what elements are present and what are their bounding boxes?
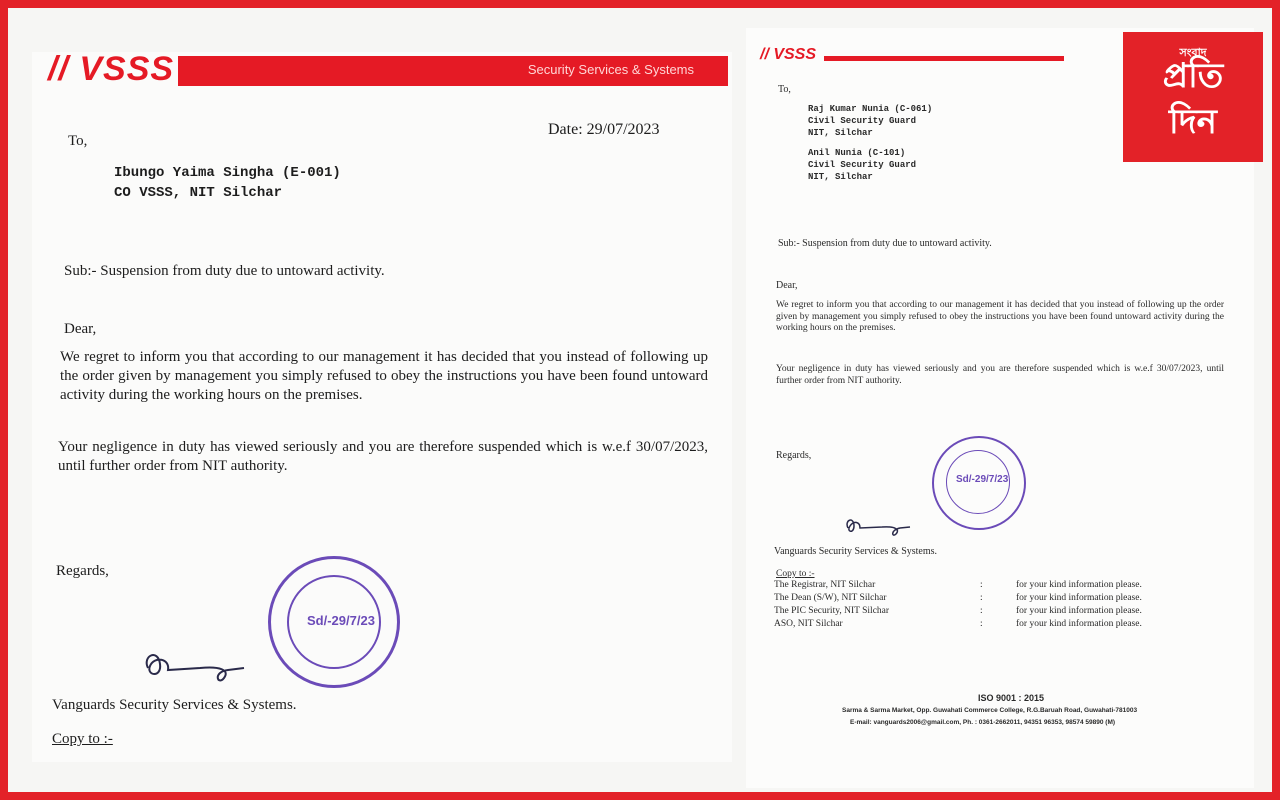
copy-note: for your kind information please. [1016,593,1142,603]
copy-recipient: ASO, NIT Silchar [774,619,843,629]
recipient-2-name: Anil Nunia (C-101) [808,148,906,158]
copy-recipient: The Registrar, NIT Silchar [774,580,876,590]
brand-line-2: দিন [1169,102,1217,142]
news-image-frame [8,8,1272,792]
regards-2: Regards, [776,450,812,461]
signature-2 [842,514,912,538]
recipient-1-name: Raj Kumar Nunia (C-061) [808,104,933,114]
copy-note: for your kind information please. [1016,606,1142,616]
company-name: Vanguards Security Services & Systems. [52,697,297,713]
body-paragraph-2-2: Your negligence in duty has viewed seriously and you are therefore suspended which is w.e.f 30/07/2023, until further order from NIT authority. [776,364,1224,386]
recipient-1-org: NIT, Silchar [808,128,873,138]
copy-row [774,606,1214,619]
copy-separator: : [980,580,983,590]
suspension-letter-main [32,52,732,762]
copy-row [774,580,1214,593]
letterhead-small [754,46,1134,64]
signature [140,646,250,686]
stamp-handwriting: Sd/-29/7/23 [307,613,375,628]
company-logo-small: // VSSS [760,46,817,63]
recipient-2-org: NIT, Silchar [808,172,873,182]
footer-contact: E-mail: vanguards2006@gmail.com, Ph. : 0361-2662011, 94351 96353, 98574 59890 (M) [850,719,1116,726]
official-stamp-2 [932,436,1026,530]
letter-date: Date: 29/07/2023 [548,121,660,138]
body-paragraph-2: Your negligence in duty has viewed seriously and you are therefore suspended which is w.e.f 30/07/2023, until further order from NIT authority. [58,439,708,474]
salutation-2: Dear, [776,280,798,291]
salutation: Dear, [64,321,97,337]
recipient-name: Ibungo Yaima Singha (E-001) [114,165,341,181]
official-stamp [268,556,400,688]
copy-to-label: Copy to :- [52,731,113,747]
letterhead-red-bar-small [824,56,1064,61]
copy-recipient: The Dean (S/W), NIT Silchar [774,593,887,603]
brand-small-text: সংবাদ [1179,46,1207,59]
company-name-2: Vanguards Security Services & Systems. [774,546,938,557]
company-logo: // VSSS [48,52,175,88]
copy-note: for your kind information please. [1016,580,1142,590]
subject-line: Sub:- Suspension from duty due to untoward activity. [64,263,385,279]
copy-recipient: The PIC Security, NIT Silchar [774,606,890,616]
body-paragraph-1: We regret to inform you that according to our management it has decided that you instead of following up the order given by management you simply refused to obey the instructions you have been found untoward activity during the working hours on the premises. [60,349,708,403]
subject-line-2: Sub:- Suspension from duty due to untoward activity. [778,238,992,249]
copy-to-label-2: Copy to :- [776,569,815,579]
stamp-handwriting-2: Sd/-29/7/23 [956,474,1009,485]
regards: Regards, [56,563,109,579]
letterhead [38,52,728,86]
recipient-2-role: Civil Security Guard [808,160,917,170]
brand-line-1: প্রতি [1162,56,1224,96]
copy-separator: : [980,606,983,616]
company-tagline: Security Services & Systems [527,62,694,77]
iso-certification: ISO 9001 : 2015 [978,693,1045,703]
recipient-1-role: Civil Security Guard [808,116,917,126]
copy-row [774,593,1214,606]
copy-note: for your kind information please. [1016,619,1142,629]
copy-separator: : [980,593,983,603]
footer-address: Sarma & Sarma Market, Opp. Guwahati Commerce College, R.G.Baruah Road, Guwahati-781003 [842,707,1138,714]
recipient-org: CO VSSS, NIT Silchar [114,185,283,201]
copy-separator: : [980,619,983,629]
to-label: To, [68,133,88,149]
body-paragraph-1-2: We regret to inform you that according to our management it has decided that you instead of following up the order given by management you simply refused to obey the instructions you have been found untoward activity during the working hours on the premises. [776,300,1224,333]
sangbad-pratidin-logo [1123,32,1263,162]
copy-row [774,619,1214,632]
copy-list [774,580,1224,640]
to-label-2: To, [778,84,791,95]
